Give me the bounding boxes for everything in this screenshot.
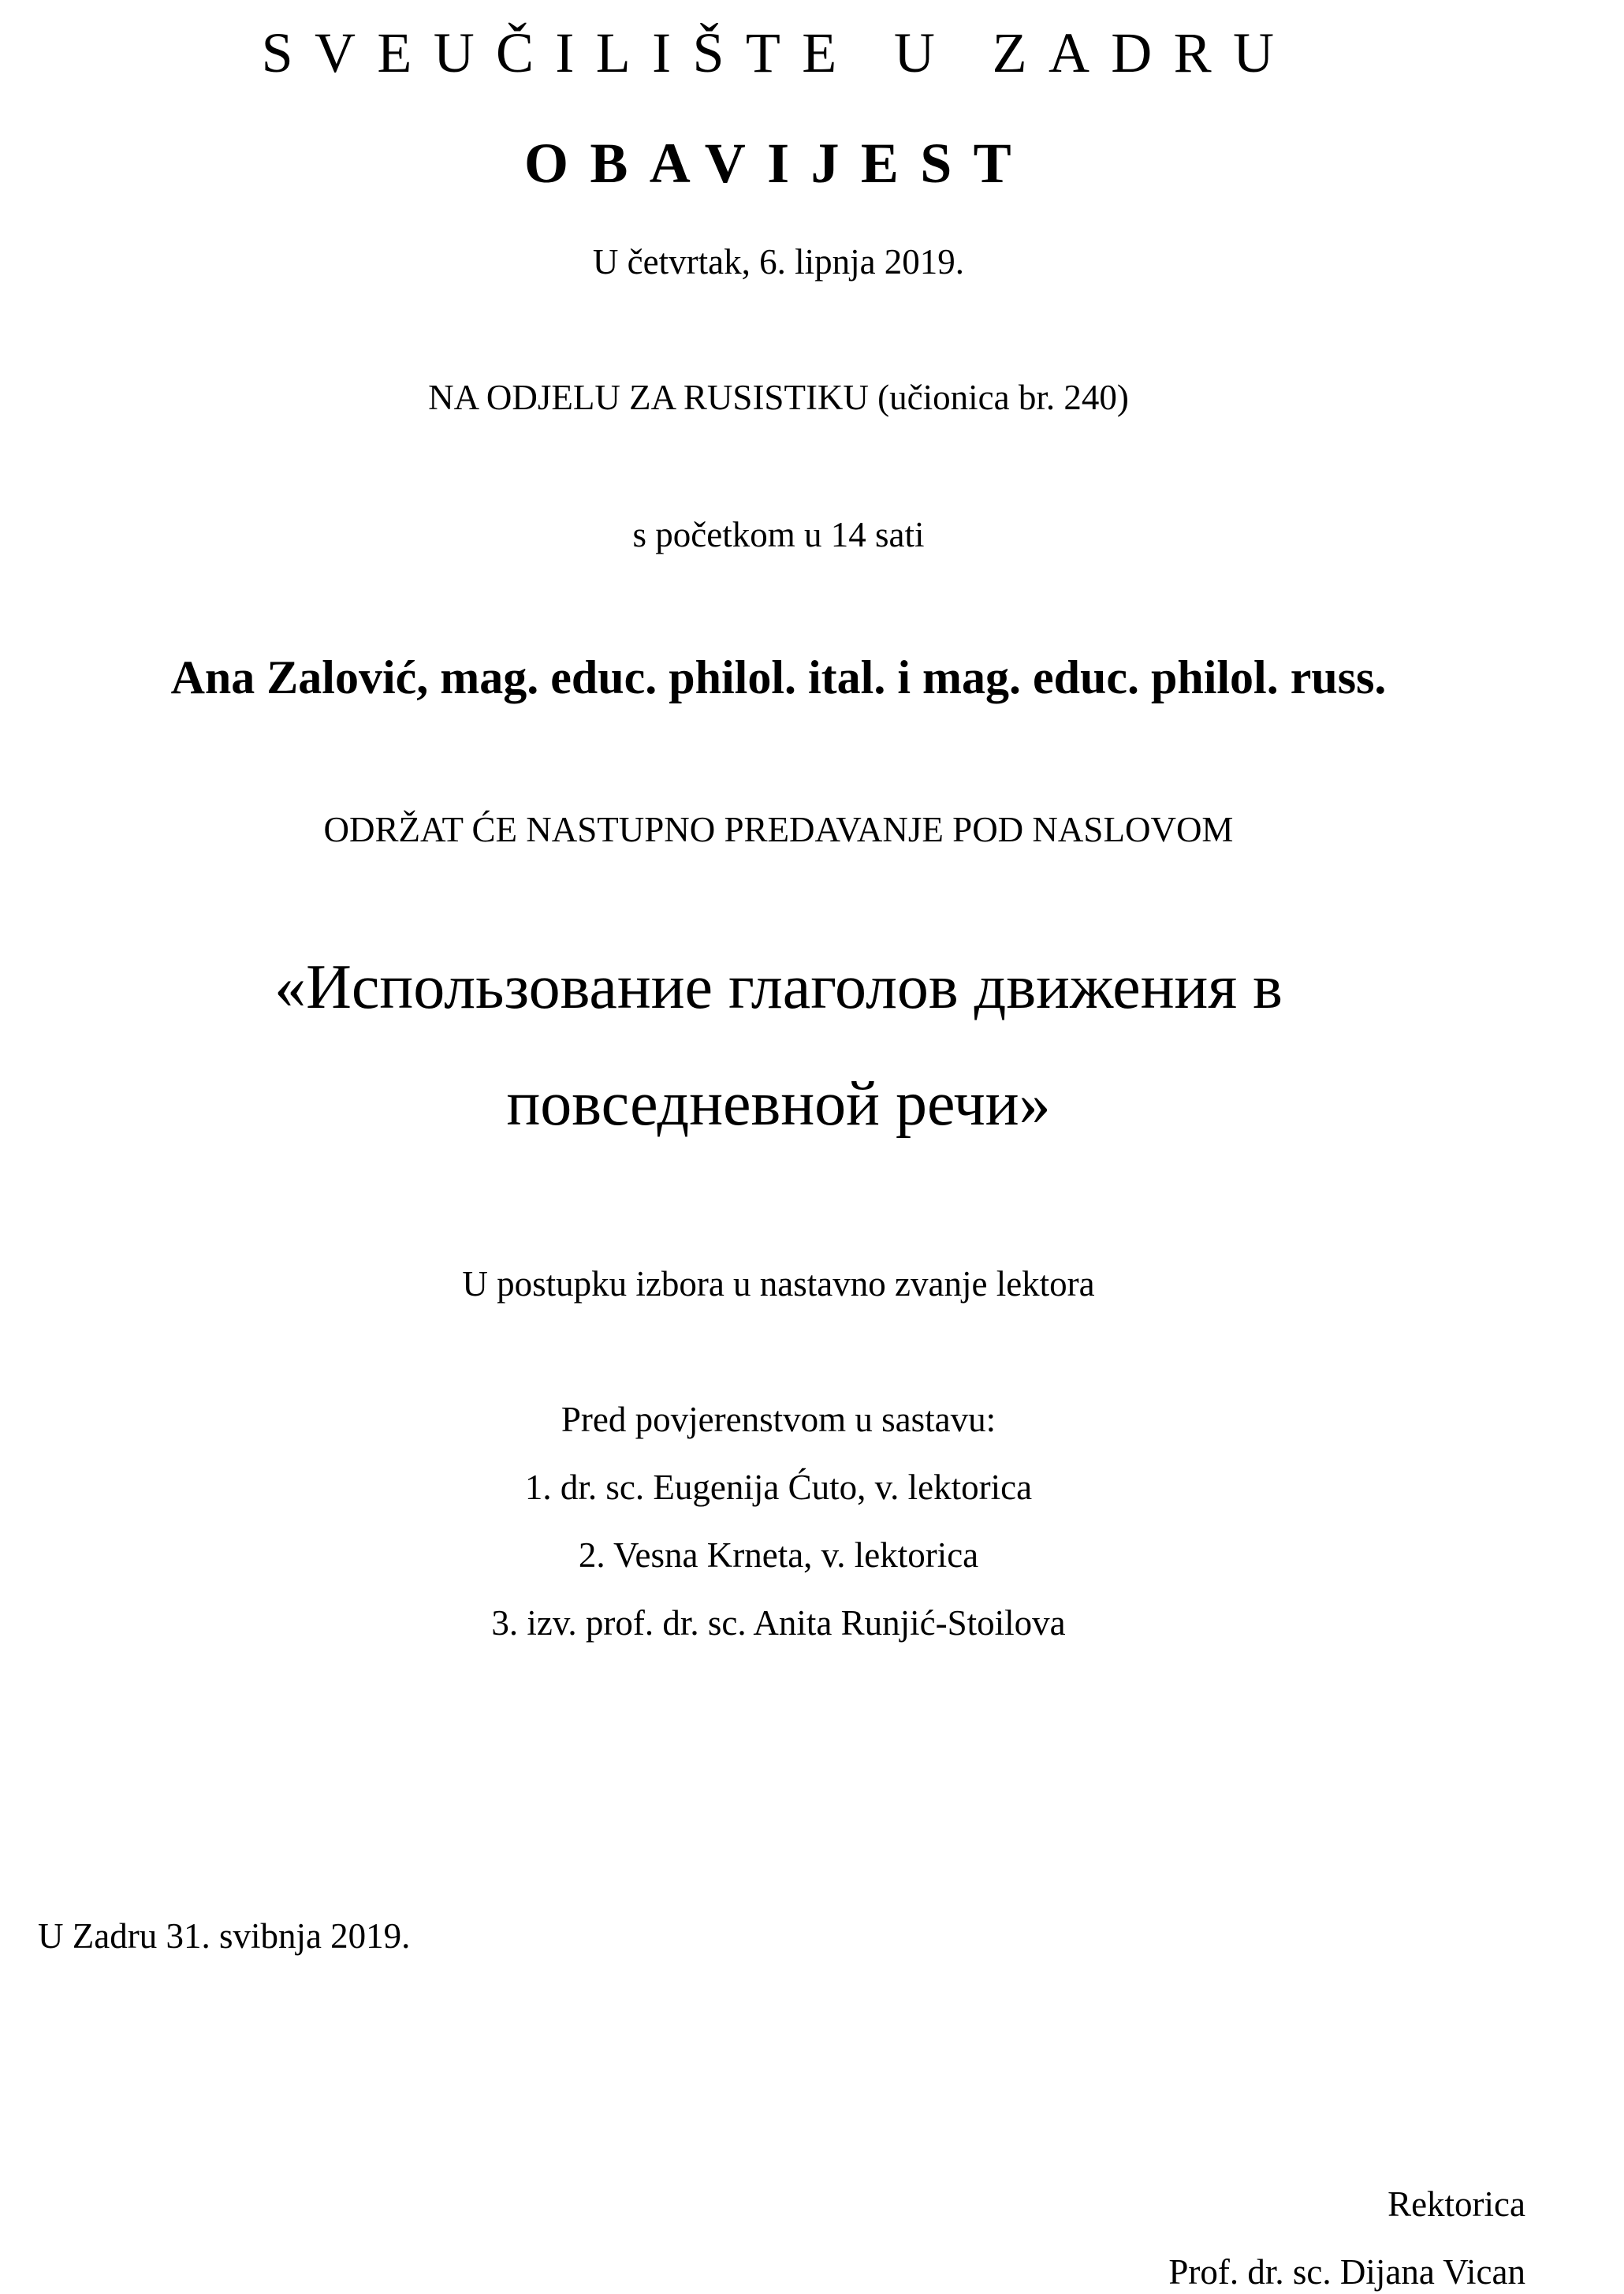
event-date: U četvrtak, 6. lipnja 2019. [592, 242, 965, 282]
lecture-title-line-1: «Использование глаголов движения в [274, 953, 1283, 1022]
signature-title: Rektorica [1387, 2184, 1525, 2224]
lecture-title-line-2: повседневной речи» [506, 1069, 1051, 1139]
place-and-date: U Zadru 31. svibnja 2019. [38, 1916, 411, 1956]
committee-intro: Pred povjerenstvom u sastavu: [561, 1400, 996, 1439]
selection-procedure: U postupku izbora u nastavno zvanje lektora [462, 1264, 1095, 1304]
lecturer-name: Ana Zalović, mag. educ. philol. ital. i mag. educ. philol. russ. [170, 651, 1387, 703]
committee-member: 1. dr. sc. Eugenija Ćuto, v. lektorica [524, 1468, 1033, 1507]
notice-title: OBAVIJEST [523, 132, 1034, 195]
signature-name: Prof. dr. sc. Dijana Vican [1168, 2252, 1525, 2292]
university-name: SVEUČILIŠTE U ZADRU [261, 21, 1296, 84]
lecture-announcement: ODRŽAT ĆE NASTUPNO PREDAVANJE POD NASLOVOM [323, 810, 1234, 849]
committee-member: 3. izv. prof. dr. sc. Anita Runjić-Stoilova [491, 1603, 1066, 1643]
event-time: s početkom u 14 sati [632, 515, 925, 554]
event-location: NA ODJELU ZA RUSISTIKU (učionica br. 240) [428, 378, 1129, 417]
committee-member: 2. Vesna Krneta, v. lektorica [578, 1535, 979, 1575]
